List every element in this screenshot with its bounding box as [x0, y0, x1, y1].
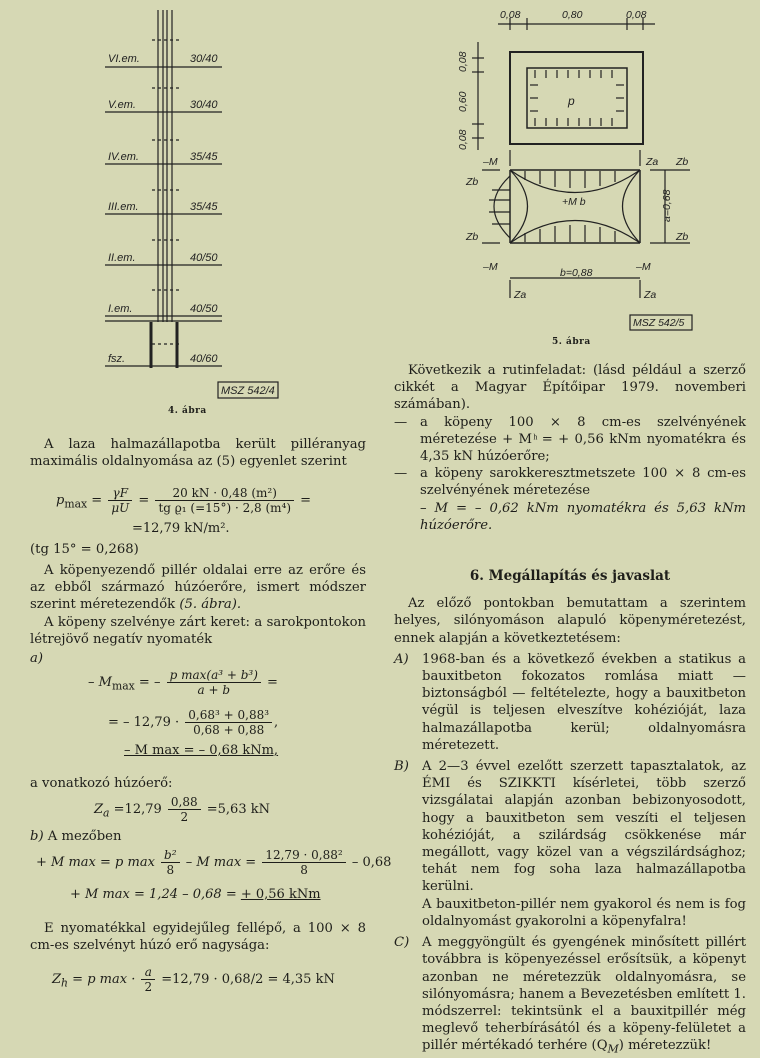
list-item-text: a köpeny sarokkeresztmetszete 100 × 8 cm-es szelvényének méretezése: [420, 466, 746, 499]
b-dim-label: b=0,88: [560, 267, 593, 279]
dash-mark: —: [394, 466, 408, 482]
mb-label: +M b: [562, 196, 586, 208]
formula-text: =12,79 · 0,68/2 = 4,35 kN: [161, 972, 335, 987]
formula-mmax-2: = – 12,79 · $\frac{\text{0,68³ + 0,88³}}{0,68 + 0,88}$ ,: [108, 708, 279, 737]
formula-zh: [52, 965, 335, 994]
column-size: 40/60: [190, 353, 218, 365]
case-a-label: a): [30, 651, 44, 666]
fraction: [161, 848, 180, 877]
paragraph: [30, 562, 366, 614]
column-size: 30/40: [190, 99, 218, 111]
figure-caption: 5. ábra: [552, 337, 591, 347]
formula-text: + M max = 1,24 – 0,68 =: [70, 887, 237, 902]
right-column: [394, 362, 746, 1058]
denominator: 8: [166, 863, 175, 877]
za-label: Za: [644, 289, 657, 301]
list-item: [394, 758, 746, 930]
list-item-sub: M: [607, 1042, 619, 1056]
section-heading: 6. Megállapítás és javaslat: [469, 568, 671, 585]
za-label: Za: [514, 289, 527, 301]
fraction: [262, 848, 345, 877]
a-dim-label: a=0,68: [661, 189, 673, 222]
tg-note: (tg 15° = 0,268): [30, 542, 139, 557]
column-size: 40/50: [190, 303, 218, 315]
numerator: 20 kN · 0,48 (m²): [155, 486, 294, 501]
denominator: 2: [180, 810, 189, 824]
list-item-text: A meggyöngült és gyengének minősített pillért továbbra is köpenyezéssel erősítsük, a köpenyt azonban ne méretezzük oldalnyomásra, se silónyomásra; hanem a Bevezetésben említett 1. módszerrel: tekintsünk el a bauxitpillér még meglevő teherbírásától és a köpeny-felületet a pillér mértékadó terhére (Q: [422, 935, 746, 1054]
formula-result: + 0,56 kNm: [240, 887, 321, 902]
formula-text: =12,79: [113, 802, 162, 817]
formula-text: – M: [88, 675, 112, 690]
left-column: [30, 436, 366, 470]
list-item-text: ) méretezzük!: [618, 1038, 712, 1054]
fraction: [168, 795, 201, 824]
case-b: [30, 828, 121, 845]
floor-label: VI.em.: [108, 53, 140, 65]
formula-pmax: $p_{max}$ = $\frac{\gamma F}{\mu U}$ = $\frac{\text{20 kN · 0,48 (m²)}}{\text{tg ϱ₁ (=15°) · 2,8 (m⁴)}}$ =: [56, 486, 312, 515]
column-size: 40/50: [190, 252, 218, 264]
fraction: [167, 668, 261, 697]
numerator: 12,79 · 0,88²: [262, 848, 345, 863]
dim-label: 0,08: [457, 129, 469, 150]
formula-mmax-result: – M max = – 0,68 kNm,: [124, 743, 279, 758]
left-column: [30, 562, 366, 648]
denominator: 0,68 + 0,88: [193, 723, 265, 737]
moment-label: –M: [483, 261, 498, 273]
fraction: [185, 708, 272, 737]
p-label: p: [568, 94, 575, 108]
column-size: 30/40: [190, 53, 218, 65]
formula-sub: h: [61, 976, 69, 990]
formula-result: =12,79 kN/m².: [132, 521, 230, 536]
list-item-text: 1968-ban és a következő években a statikus a bauxitbeton fokozatos romlása miatt — biztonságból — feltételezte, hogy a bauxitbeton végül is teljesen elveszítve kohézióját, laza halmazállapotba kerül; oldalnyomásra méretezett.: [422, 651, 746, 753]
denominator: 8: [300, 863, 308, 877]
formula-field-2: [70, 887, 321, 902]
formula-sub: a: [103, 806, 110, 820]
denominator: a + b: [197, 683, 231, 697]
dim-label: 0,80: [562, 9, 583, 21]
paragraph: a vonatkozó húzóerő:: [30, 776, 173, 791]
formula-text: p: [56, 493, 65, 508]
formula-text: = p max ·: [72, 972, 136, 987]
za-label: Za: [646, 156, 659, 168]
dim-label: 0,08: [500, 9, 521, 21]
moment-label: –M: [636, 261, 651, 273]
paragraph: Következik a rutinfeladat: (lásd például a szerző cikkét a Magyar Építőipar 1979. novemberi számában).: [394, 363, 746, 413]
list-item: [394, 414, 746, 466]
list-item: [394, 934, 746, 1058]
numerator: a: [141, 965, 155, 980]
list-item-text: – M = – 0,62 kNm nyomatékra és 5,63 kNm húzóerőre.: [420, 500, 746, 533]
floor-label: III.em.: [108, 201, 139, 213]
denominator: μU: [111, 501, 130, 515]
numerator: b²: [161, 848, 180, 863]
floor-label: IV.em.: [108, 151, 139, 163]
formula-text: Z: [94, 802, 104, 817]
formula-field: [36, 848, 391, 877]
stamp-label: MSZ 542/4: [221, 385, 275, 397]
paragraph: Az előző pontokban bemutattam a szerintem helyes, silónyomáson alapuló köpenyméretezést, ennek alapján a következtetésem:: [394, 596, 746, 646]
zb-label: Zb: [466, 176, 479, 188]
floor-label: II.em.: [108, 252, 136, 264]
column-size: 35/45: [190, 151, 218, 163]
dash-mark: —: [394, 414, 408, 430]
formula-sub: max: [64, 497, 88, 511]
fraction: [108, 486, 132, 515]
figure-caption: 4. ábra: [168, 406, 207, 416]
numerator: p max(a³ + b³): [167, 668, 261, 683]
left-column: [30, 920, 366, 954]
floor-label: fsz.: [108, 353, 126, 365]
list-item-text: A bauxitbeton-pillér nem gyakorol és nem is fog oldalnyomást gyakorolni a köpenyfalra!: [422, 896, 746, 929]
list-marker: B): [394, 759, 409, 775]
floor-label: I.em.: [108, 303, 133, 315]
fraction: [155, 486, 294, 515]
formula-text: – M max =: [185, 855, 257, 870]
formula-mmax: – $M_{max}$ = – $\frac{\text{p max(a³ + b³)}}{a + b}$ =: [88, 668, 278, 697]
formula-text: – 0,68: [351, 855, 392, 870]
case-b-label: b): [30, 829, 44, 844]
numerator: γF: [108, 486, 132, 501]
zb-label: Zb: [676, 156, 689, 168]
denominator: tg ϱ₁ (=15°) · 2,8 (m⁴): [158, 501, 292, 515]
column-size: 35/45: [190, 201, 218, 213]
formula-text: =5,63 kN: [206, 802, 270, 817]
list-item-text: A 2—3 évvel ezelőtt szerzett tapasztalatok, az ÉMI és SZIKKTI kísérletei, több szerző vizsgálatai alapján azonban bebizonyosodott, hogy a bauxitbeton sem veszíti el teljesen kohézióját, a szilárdság csökkenése már megállott, vagy közel van a végszilárdsághoz; tehát nem fog soha laza halmazállapotba kerülni.: [422, 759, 746, 895]
list-item: [394, 465, 746, 534]
numerator: 0,88: [168, 795, 201, 810]
formula-za: [94, 795, 270, 824]
numerator: 0,68³ + 0,88³: [185, 708, 272, 723]
paragraph: A köpeny szelvénye zárt keret: a sarokpontokon létrejövő negatív nyomaték: [30, 614, 366, 647]
dim-label: 0,60: [457, 91, 469, 112]
paragraph-text: A köpenyezendő pillér oldalai erre az erőre és az ebből származó húzóerőre, ismert módszer szerint méretezendők: [30, 563, 366, 613]
list-marker: A): [394, 651, 409, 667]
list-item-text: a köpeny 100 × 8 cm-es szelvényének méretezése + M ͪ = + 0,56 kNm nyomatékra és 4,35 kN húzóerőre;: [420, 414, 746, 465]
paragraph: E nyomatékkal egyidejűleg fellépő, a 100 × 8 cm-es szelvényt húzó erő nagysága:: [30, 921, 366, 954]
stamp-label: MSZ 542/5: [633, 317, 685, 329]
formula-text: + M max = p max: [36, 855, 155, 870]
formula-text: Z: [52, 972, 62, 987]
fraction: [141, 965, 155, 994]
zb-label: Zb: [676, 231, 689, 243]
dim-label: 0,08: [626, 9, 647, 21]
figure-ref: (5. ábra).: [179, 597, 242, 613]
zb-label: Zb: [466, 231, 479, 243]
denominator: 2: [144, 980, 153, 994]
case-b-text: A mezőben: [47, 829, 122, 844]
moment-label: –M: [483, 156, 498, 168]
list-marker: C): [394, 935, 410, 951]
paragraph: A laza halmazállapotba került pilléranyag maximális oldalnyomása az (5) egyenlet szerint: [30, 437, 366, 470]
list-item: [394, 651, 746, 754]
formula-sub: max: [111, 679, 135, 693]
dim-label: 0,08: [457, 51, 469, 72]
floor-label: V.em.: [108, 99, 136, 111]
formula-text: = – 12,79 ·: [108, 715, 180, 730]
